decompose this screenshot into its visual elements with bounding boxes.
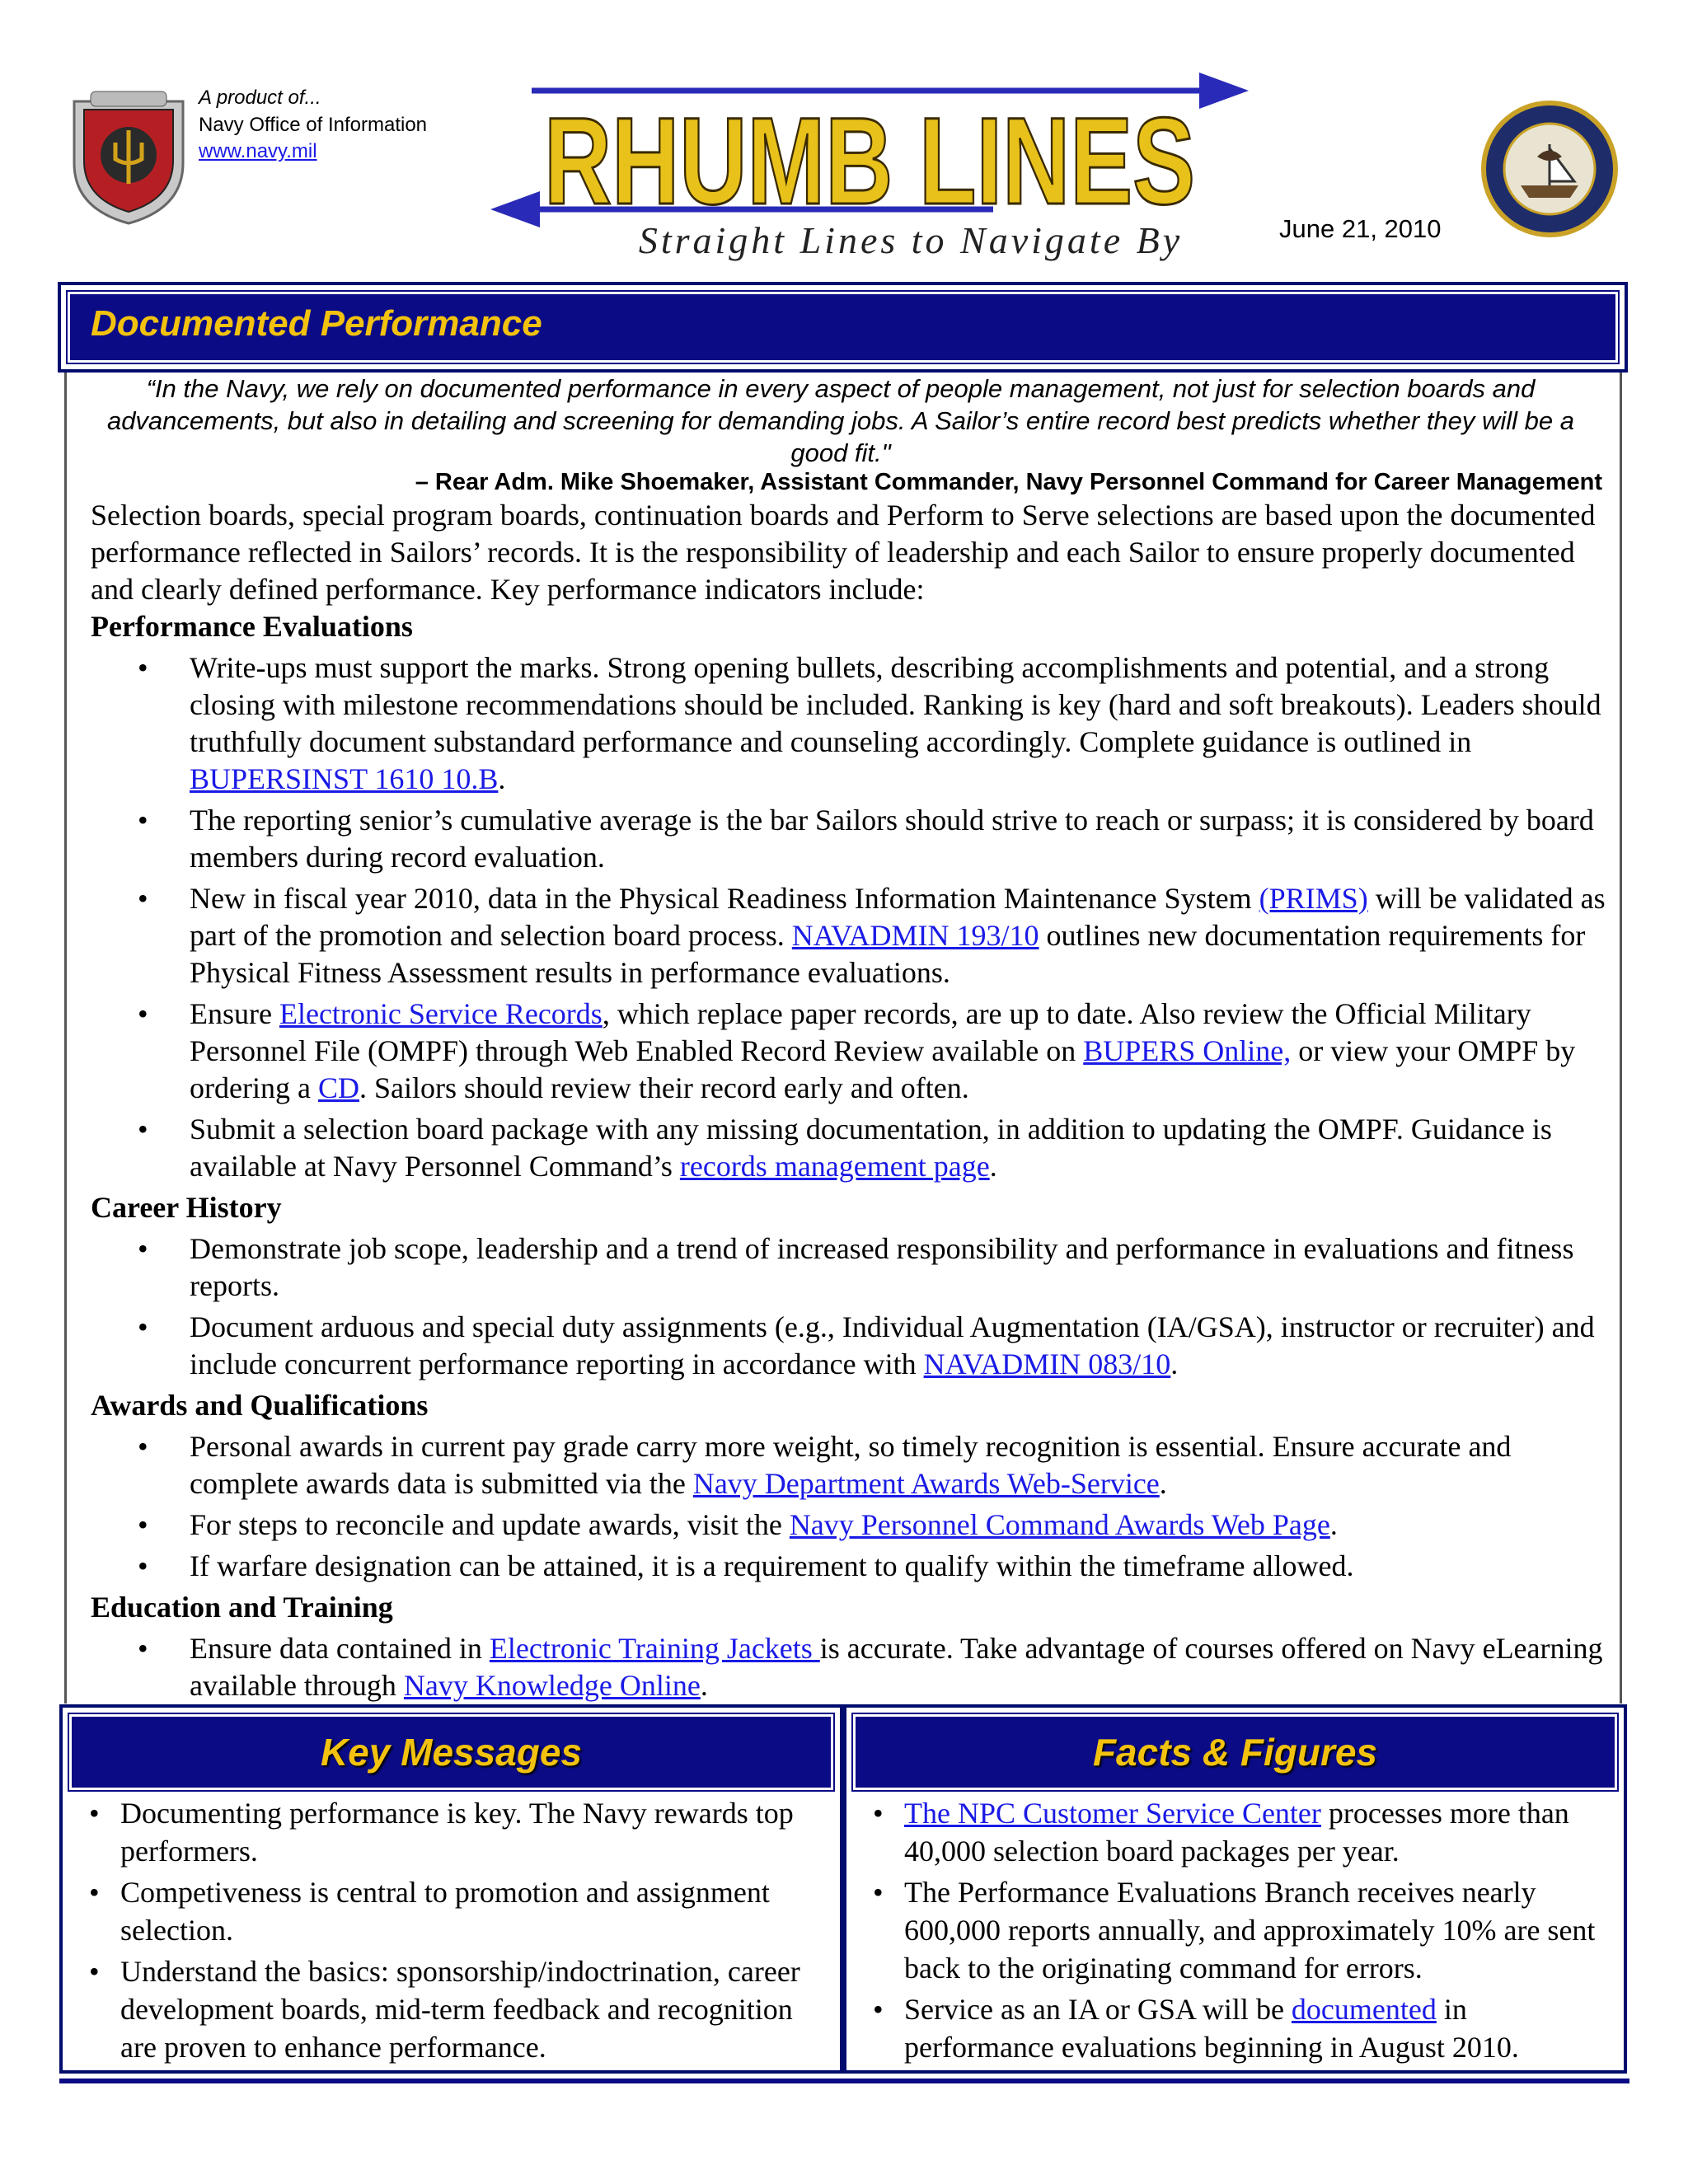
career-list xyxy=(91,1230,1615,1383)
education-list xyxy=(91,1630,1615,1704)
list-item: • The reporting senior’s cumulative average is the bar Sailors should strive to reach or surpass; it is considered by board members during record evaluation. xyxy=(91,802,1615,876)
list-item: • Ensure Electronic Service Records, which replace paper records, are up to date. Also review the Official Military Personnel File (OMPF) through Web Enabled Record Review available on BUPERS Online, or view your OMPF by ordering a CD. Sailors should review their record early and often. xyxy=(91,996,1615,1107)
product-credit xyxy=(199,85,427,164)
list-item: • Demonstrate job scope, leadership and a trend of increased responsibility and performance in evaluations and fitness reports. xyxy=(91,1230,1615,1305)
article-body xyxy=(91,497,1615,1708)
list-item: • New in fiscal year 2010, data in the Physical Readiness Information Maintenance System (PRIMS) will be validated as part of the promotion and selection board process. NAVADMIN 193/10 outlines new documentation requirements for Physical Fitness Assessment results in performance evaluations. xyxy=(91,880,1615,991)
facts-figures-heading: Facts & Figures xyxy=(1092,1731,1378,1774)
list-item: • Submit a selection board package with any missing documentation, in addition to updating the OMPF. Guidance is available at Navy Personnel Command’s records management page. xyxy=(91,1111,1615,1185)
cd-link[interactable]: CD xyxy=(317,1071,359,1104)
intro-paragraph: Selection boards, special program boards, continuation boards and Perform to Serve selections are based upon the documented performance reflected in Sailors’ records. It is the responsibility of leadership and each Sailor to ensure properly documented and clearly defined performance. Key performance indicators include: xyxy=(91,499,1596,606)
navadmin-083-link[interactable]: NAVADMIN 083/10 xyxy=(923,1347,1171,1380)
section-heading-education: Education and Training xyxy=(91,1591,393,1624)
list-item: • If warfare designation can be attained, it is a requirement to qualify within the timeframe allowed. xyxy=(91,1548,1615,1585)
section-heading-awards: Awards and Qualifications xyxy=(91,1389,429,1422)
section-heading-performance: Performance Evaluations xyxy=(91,610,413,643)
page-title: Documented Performance xyxy=(91,303,542,344)
list-item: • For steps to reconcile and update awards, visit the Navy Personnel Command Awards Web Page. xyxy=(91,1507,1615,1544)
navy-website-link[interactable]: www.navy.mil xyxy=(199,140,317,162)
bottom-panels xyxy=(59,1704,1629,2077)
masthead-title: RHUMB LINES xyxy=(544,91,1195,230)
list-item: • Understand the basics: sponsorship/indoctrination, career development boards, mid-term feedback and recognition are proven to enhance performance. xyxy=(74,1952,828,2066)
quote-open-mark: “ xyxy=(146,374,155,403)
issue-date: June 21, 2010 xyxy=(1279,214,1442,243)
section-heading-career: Career History xyxy=(91,1191,282,1224)
list-item: • Ensure data contained in Electronic Training Jackets is accurate. Take advantage of courses offered on Navy eLearning available through Navy Knowledge Online. xyxy=(91,1630,1615,1704)
npc-awards-page-link[interactable]: Navy Personnel Command Awards Web Page xyxy=(789,1508,1330,1541)
department-of-the-navy-seal-logo xyxy=(1479,99,1620,239)
navy-knowledge-online-link[interactable]: Navy Knowledge Online xyxy=(403,1669,701,1702)
list-item: • Competiveness is central to promotion and assignment selection. xyxy=(74,1873,828,1949)
bupers-online-link[interactable]: BUPERS Online, xyxy=(1083,1034,1292,1067)
quote-attribution: – Rear Adm. Mike Shoemaker, Assistant Commander, Navy Personnel Command for Career Management xyxy=(415,469,1602,495)
list-item: • Document arduous and special duty assignments (e.g., Individual Augmentation (IA/GSA), instructor or recruiter) and include concurrent performance reporting in accordance with NAVADMIN 083/10. xyxy=(91,1309,1615,1383)
bupersinst-link[interactable]: BUPERSINST 1610 10.B xyxy=(190,762,499,795)
navy-information-seal-logo xyxy=(66,85,191,227)
key-messages-list xyxy=(74,1794,828,2069)
quote-text: In the Navy, we rely on documented performance in every aspect of people management, not just for selection boards and advancements, but also in detailing and screening for demanding jobs. A Sailor’s entire record best predicts whether they will be a good fit." xyxy=(106,374,1575,467)
navadmin-193-link[interactable]: NAVADMIN 193/10 xyxy=(791,919,1039,952)
list-item: • Documenting performance is key. The Navy rewards top performers. xyxy=(74,1794,828,1870)
performance-list xyxy=(91,649,1615,1185)
facts-list xyxy=(858,1794,1612,2069)
documented-link[interactable]: documented xyxy=(1291,1993,1437,2026)
list-item: • Personal awards in current pay grade carry more weight, so timely recognition is essential. Ensure accurate and complete awards data is submitted via the Navy Department Awards Web-Service. xyxy=(91,1428,1615,1502)
facts-figures-header xyxy=(853,1714,1617,1790)
list-item: • Service as an IA or GSA will be documented in performance evaluations beginning in August 2010. xyxy=(858,1990,1612,2066)
quote-block xyxy=(99,373,1582,469)
key-messages-panel xyxy=(59,1704,843,2074)
key-messages-heading: Key Messages xyxy=(320,1731,583,1774)
list-item: • Write-ups must support the marks. Strong opening bullets, describing accomplishments and potential, and a strong closing with milestone recommendations should be included. Ranking is key (hard and soft breakouts). Leaders should truthfully document substandard performance and counseling accordingly. Complete guidance is outlined in BUPERSINST 1610 10.B. xyxy=(91,649,1615,798)
masthead-tagline: Straight Lines to Navigate By xyxy=(638,219,1184,261)
awards-web-service-link[interactable]: Navy Department Awards Web-Service xyxy=(692,1467,1160,1500)
awards-list xyxy=(91,1428,1615,1585)
product-line: A product of... xyxy=(199,87,321,109)
office-name: Navy Office of Information xyxy=(199,114,428,136)
list-item: • The Performance Evaluations Branch receives nearly 600,000 reports annually, and approximately 10% are sent back to the originating command for errors. xyxy=(858,1873,1612,1987)
key-messages-header xyxy=(69,1714,833,1790)
list-item: • The NPC Customer Service Center processes more than 40,000 selection board packages per year. xyxy=(858,1794,1612,1870)
facts-figures-panel xyxy=(843,1704,1627,2074)
electronic-service-records-link[interactable]: Electronic Service Records xyxy=(279,997,603,1030)
records-management-link[interactable]: records management page xyxy=(679,1150,990,1183)
bottom-rule xyxy=(59,2079,1629,2083)
rhumb-lines-masthead-logo xyxy=(482,68,1257,274)
prims-link[interactable]: (PRIMS) xyxy=(1259,882,1368,915)
electronic-training-jackets-link[interactable]: Electronic Training Jackets xyxy=(489,1632,820,1665)
npc-customer-service-link[interactable]: The NPC Customer Service Center xyxy=(904,1797,1321,1830)
